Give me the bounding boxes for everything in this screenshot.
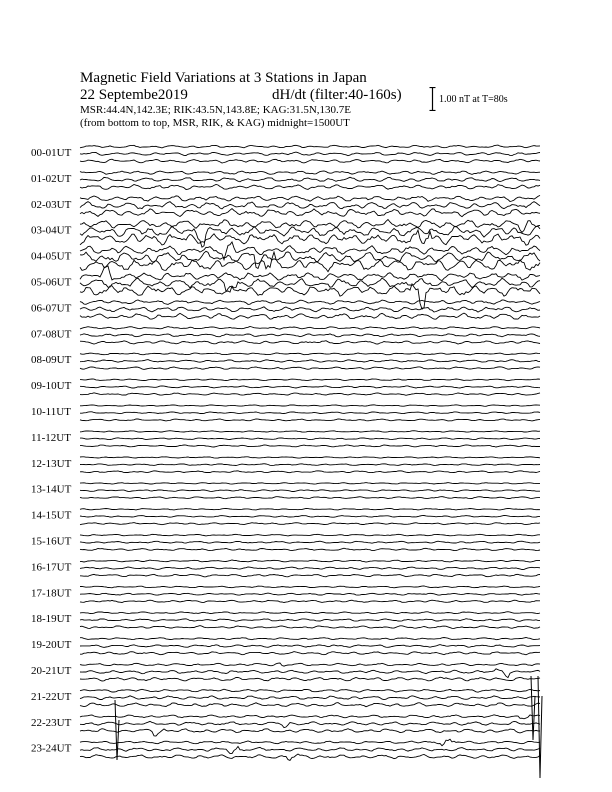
trace-msr-17-18UT (80, 600, 540, 602)
hour-label: 10-11UT (31, 406, 71, 418)
chart-quantity: dH/dt (filter:40-160s) (272, 87, 402, 103)
trace-kag-18-19UT (80, 612, 540, 614)
hour-label: 09-10UT (31, 380, 72, 393)
trace-msr-22-23UT (80, 729, 540, 736)
trace-msr-20-21UT (80, 677, 540, 681)
trace-msr-00-01UT (80, 159, 540, 163)
trace-rik-09-10UT (80, 386, 540, 388)
trace-msr-16-17UT (80, 574, 540, 577)
trace-rik-12-13UT (80, 464, 540, 466)
scale-label: 1.00 nT at T=80s (439, 94, 508, 105)
trace-kag-07-08UT (80, 327, 540, 330)
chart-title: Magnetic Field Variations at 3 Stations in Japan (80, 70, 367, 86)
trace-rik-21-22UT (80, 696, 540, 700)
hour-label: 17-18UT (31, 587, 72, 600)
trace-kag-12-13UT (80, 457, 540, 458)
hour-label: 16-17UT (31, 561, 72, 574)
trace-rik-23-24UT (80, 746, 540, 753)
trace-kag-08-09UT (80, 353, 540, 355)
trace-rik-14-15UT (80, 515, 540, 517)
trace-msr-15-16UT (80, 548, 540, 550)
hour-label: 22-23UT (31, 716, 72, 729)
hour-label: 23-24UT (31, 742, 72, 755)
trace-rik-22-23UT (80, 721, 540, 727)
trace-msr-02-03UT (80, 209, 540, 217)
trace-kag-20-21UT (80, 663, 540, 666)
trace-rik-16-17UT (80, 567, 540, 570)
hour-label: 03-04UT (31, 224, 72, 237)
trace-rik-06-07UT (80, 307, 540, 312)
trace-rik-00-01UT (80, 152, 540, 156)
trace-msr-10-11UT (80, 419, 540, 421)
hour-label: 05-06UT (31, 276, 72, 289)
trace-rik-18-19UT (80, 619, 540, 622)
trace-rik-10-11UT (80, 412, 540, 414)
trace-msr-05-06UT (80, 284, 540, 309)
trace-rik-08-09UT (80, 360, 540, 363)
trace-msr-23-24UT (80, 754, 540, 760)
hour-label: 11-12UT (31, 431, 71, 444)
trace-kag-11-12UT (80, 431, 540, 432)
trace-kag-05-06UT (80, 266, 540, 281)
trace-rik-11-12UT (80, 438, 540, 440)
trace-msr-06-07UT (80, 313, 540, 319)
trace-rik-07-08UT (80, 334, 540, 337)
trace-rik-19-20UT (80, 645, 540, 648)
hour-label: 20-21UT (31, 665, 72, 677)
trace-rik-02-03UT (80, 202, 540, 209)
trace-rik-01-02UT (80, 177, 540, 182)
trace-rik-20-21UT (80, 669, 540, 678)
trace-msr-01-02UT (80, 185, 540, 190)
trace-msr-09-10UT (80, 393, 540, 396)
trace-kag-21-22UT (80, 689, 540, 692)
trace-kag-01-02UT (80, 171, 540, 174)
trace-kag-06-07UT (80, 300, 540, 304)
hour-label: 21-22UT (31, 690, 72, 703)
trace-kag-09-10UT (80, 379, 540, 381)
trace-rik-17-18UT (80, 593, 540, 595)
trace-kag-16-17UT (80, 560, 540, 562)
hour-label: 01-02UT (31, 172, 72, 185)
trace-kag-15-16UT (80, 534, 540, 536)
trace-kag-00-01UT (80, 145, 540, 148)
hour-label: 15-16UT (31, 535, 72, 548)
trace-kag-23-24UT (80, 739, 540, 746)
trace-msr-04-05UT (80, 252, 540, 272)
hour-label: 19-20UT (31, 639, 72, 652)
trace-msr-21-22UT (80, 703, 540, 707)
trace-msr-11-12UT (80, 445, 540, 447)
trace-msr-12-13UT (80, 471, 540, 473)
trace-msr-08-09UT (80, 367, 540, 370)
hour-label: 12-13UT (31, 457, 72, 470)
chart-date: 22 Septembe2019 (80, 87, 188, 103)
hour-label: 07-08UT (31, 328, 72, 341)
trace-rik-15-16UT (80, 541, 540, 543)
trace-kag-19-20UT (80, 638, 540, 640)
trace-msr-13-14UT (80, 497, 540, 499)
trace-kag-22-23UT (80, 715, 540, 719)
trace-kag-14-15UT (80, 508, 540, 510)
trace-kag-10-11UT (80, 405, 540, 407)
hour-label: 14-15UT (31, 509, 72, 522)
station-coordinates: MSR:44.4N,142.3E; RIK:43.5N,143.8E; KAG:31.5N,130.7E (80, 104, 352, 116)
trace-kag-02-03UT (80, 195, 540, 201)
trace-msr-19-20UT (80, 652, 540, 655)
hour-label: 04-05UT (31, 250, 72, 263)
hour-label: 06-07UT (31, 302, 72, 315)
hour-label: 08-09UT (31, 354, 72, 367)
hour-label: 13-14UT (31, 483, 72, 496)
hour-label: 02-03UT (31, 198, 72, 211)
spike-excursion (538, 676, 542, 778)
hour-label: 00-01UT (31, 147, 72, 159)
hour-label: 18-19UT (31, 613, 72, 626)
trace-msr-14-15UT (80, 523, 540, 525)
trace-kag-17-18UT (80, 586, 540, 588)
trace-msr-07-08UT (80, 341, 540, 344)
spike-excursion (115, 700, 119, 760)
trace-msr-18-19UT (80, 626, 540, 629)
trace-rik-13-14UT (80, 490, 540, 492)
trace-kag-13-14UT (80, 483, 540, 485)
station-order-note: (from bottom to top, MSR, RIK, & KAG) midnight=1500UT (80, 117, 350, 129)
